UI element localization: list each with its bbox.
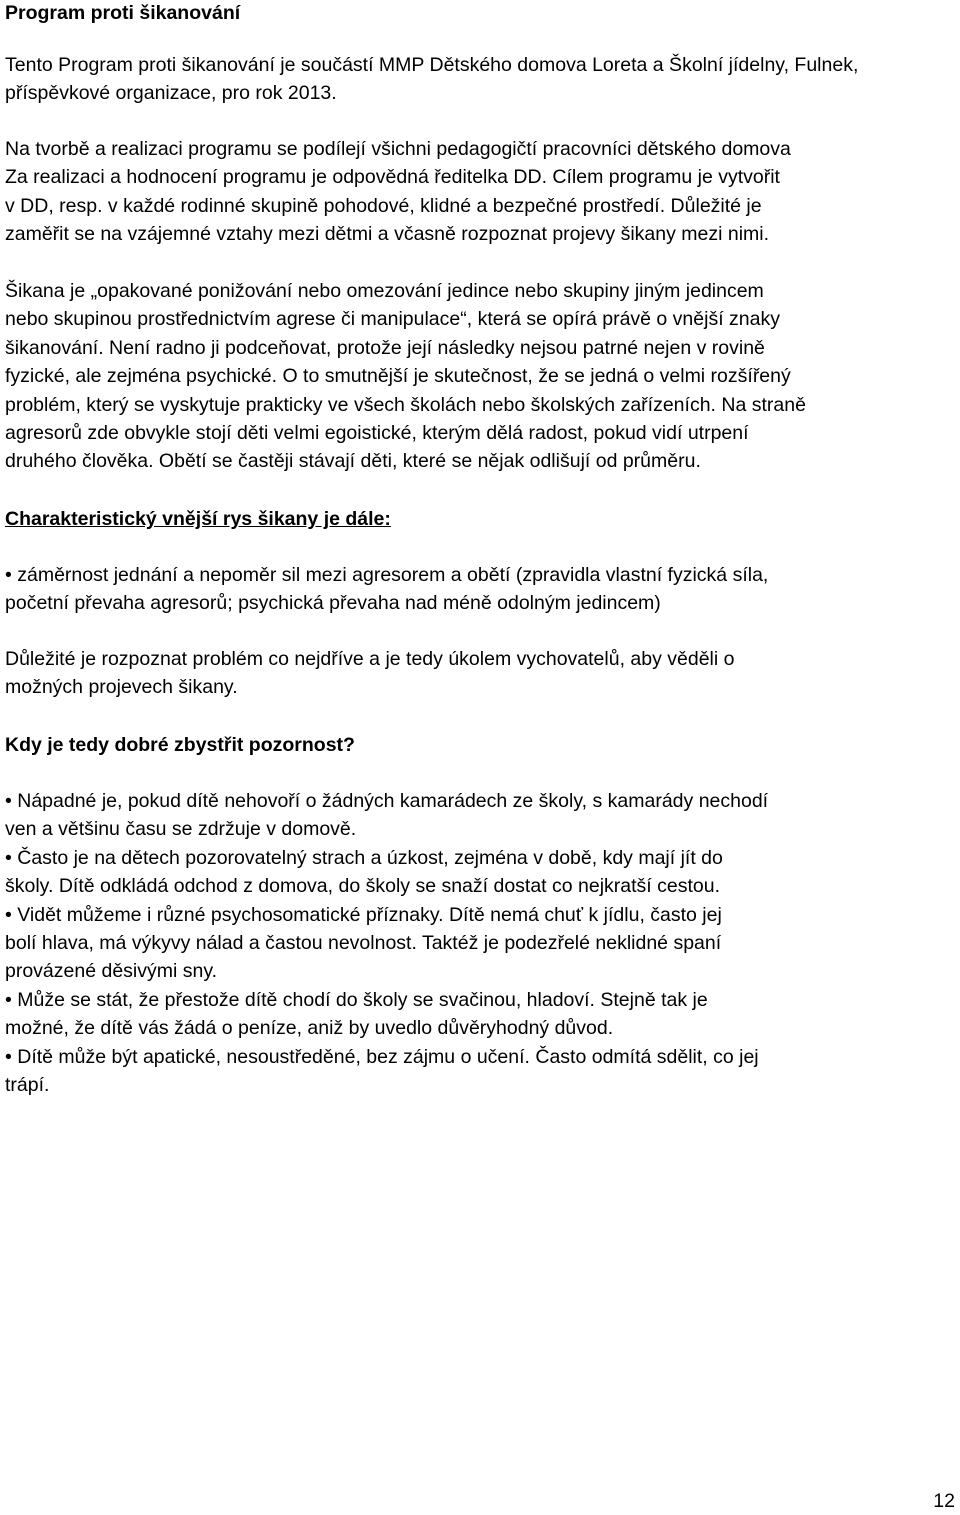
attention-line: možné, že dítě vás žádá o peníze, aniž by uvedlo důvěryhodný důvod. — [5, 1017, 614, 1040]
program-line: Na tvorbě a realizaci programu se podílejí všichni pedagogičtí pracovníci dětského domova — [5, 138, 791, 160]
attention-line: provázené děsivými sny. — [5, 960, 218, 983]
document-title: Program proti šikanování — [5, 2, 241, 24]
definition-paragraph — [5, 277, 806, 476]
attention-line: • Dítě může být apatické, nesoustředěné, bez zájmu o učení. Často odmítá sdělit, co jej — [5, 1045, 759, 1068]
attention-line: ven a většinu času se zdržuje v domově. — [5, 818, 357, 841]
intro-line: Tento Program proti šikanování je součástí MMP Dětského domova Loreta a Školní jídelny, Fulnek, — [5, 54, 859, 76]
definition-line: šikanování. Není radno ji podceňovat, protože její následky nejsou patrné nejen v rovině — [5, 336, 765, 359]
definition-line: nebo skupinou prostřednictvím agrese či manipulace“, která se opírá právě o vnější znaky — [5, 308, 780, 331]
definition-line: fyzické, ale zejména psychické. O to smutnější je skutečnost, že se jedná o velmi rozšířený — [5, 365, 791, 388]
important-line: možných projevech šikany. — [5, 676, 238, 699]
definition-line: Šikana je „opakované ponižování nebo omezování jedince nebo skupiny jiným jedincem — [5, 280, 764, 302]
program-line: v DD, resp. v každé rodinné skupině pohodové, klidné a bezpečné prostředí. Důležité je — [5, 194, 762, 217]
intro-paragraph — [5, 51, 858, 108]
attention-line: • Často je na dětech pozorovatelný strach a úzkost, zejména v době, kdy mají jít do — [5, 846, 723, 869]
definition-line: agresorů zde obvykle stojí děti velmi egoistické, kterým dělá radost, pokud vidí utrpení — [5, 422, 749, 445]
program-line: Za realizaci a hodnocení programu je odpovědná ředitelka DD. Cílem programu je vytvořit — [5, 166, 780, 189]
important-paragraph — [5, 645, 734, 702]
attention-line: • Může se stát, že přestože dítě chodí do školy se svačinou, hladoví. Stejně tak je — [5, 988, 708, 1011]
characteristic-bullet — [5, 561, 768, 618]
definition-line: druhého člověka. Obětí se častěji stávají děti, které se nějak odlišují od průměru. — [5, 450, 701, 473]
important-line: Důležité je rozpoznat problém co nejdříve a je tedy úkolem vychovatelů, aby věděli o — [5, 648, 735, 670]
characteristic-line: • záměrnost jednání a nepoměr sil mezi agresorem a obětí (zpravidla vlastní fyzická síla, — [5, 564, 769, 586]
program-line: zaměřit se na vzájemné vztahy mezi dětmi a včasně rozpoznat projevy šikany mezi nimi. — [5, 223, 770, 246]
characteristic-line: početní převaha agresorů; psychická převaha nad méně odolným jedincem) — [5, 592, 661, 615]
attention-line: • Vidět můžeme i různé psychosomatické příznaky. Dítě nemá chuť k jídlu, často jej — [5, 903, 722, 926]
program-paragraph — [5, 135, 791, 249]
definition-line: problém, který se vyskytuje prakticky ve všech školách nebo školských zařízeních. Na straně — [5, 393, 806, 416]
page-number: 12 — [933, 1490, 955, 1512]
attention-line: bolí hlava, má výkyvy nálad a častou nevolnost. Taktéž je podezřelé neklidné spaní — [5, 932, 722, 955]
attention-heading: Kdy je tedy dobré zbystřit pozornost? — [5, 734, 355, 756]
characteristic-heading: Charakteristický vnější rys šikany je dále: — [5, 508, 391, 530]
attention-bullet-list — [5, 787, 768, 1099]
intro-line: příspěvkové organizace, pro rok 2013. — [5, 82, 337, 105]
attention-line: • Nápadné je, pokud dítě nehovoří o žádných kamarádech ze školy, s kamarády nechodí — [5, 790, 769, 812]
attention-line: trápí. — [5, 1074, 50, 1097]
attention-line: školy. Dítě odkládá odchod z domova, do školy se snaží dostat co nejkratší cestou. — [5, 875, 721, 898]
